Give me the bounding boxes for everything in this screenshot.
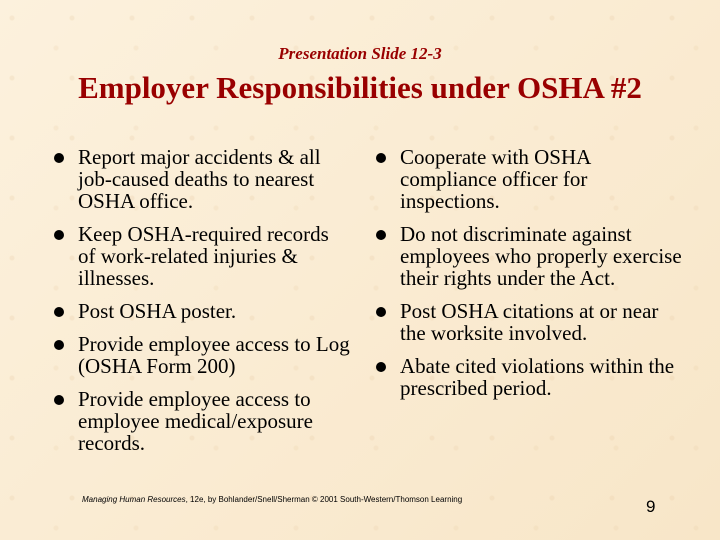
list-item — [50, 223, 350, 289]
footer-credit-text: , 12e, by Bohlander/Snell/Sherman © 2001 South-Western/Thomson Learning — [185, 495, 463, 504]
bullet-icon — [54, 340, 64, 350]
bullet-text: Abate cited violations within the prescribed period. — [400, 354, 675, 400]
bullet-text: Post OSHA citations at or near the worksite involved. — [400, 299, 659, 345]
slide-title: Employer Responsibilities under OSHA #2 — [78, 70, 642, 105]
bullet-icon — [54, 230, 64, 240]
bullet-text: Keep OSHA-required records of work-related injuries & illnesses. — [78, 222, 329, 290]
list-item — [50, 388, 350, 454]
bullet-text: Report major accidents & all job-caused deaths to nearest OSHA office. — [78, 145, 321, 213]
bullet-text: Post OSHA poster. — [78, 299, 237, 323]
bullet-text: Provide employee access to Log (OSHA Form 200) — [78, 332, 350, 378]
list-item — [50, 300, 350, 322]
bullet-icon — [54, 307, 64, 317]
left-bullet-list — [50, 146, 350, 465]
bullet-icon — [376, 153, 386, 163]
footer-credit — [82, 495, 462, 504]
list-item — [50, 333, 350, 377]
bullet-icon — [376, 230, 386, 240]
list-item — [372, 146, 682, 212]
list-item — [372, 223, 682, 289]
bullet-text: Cooperate with OSHA compliance officer for inspections. — [400, 145, 591, 213]
footer-book-title: Managing Human Resources — [82, 495, 186, 504]
bullet-text: Provide employee access to employee medical/exposure records. — [78, 387, 313, 455]
bullet-icon — [54, 395, 64, 405]
list-item — [372, 355, 682, 399]
bullet-text: Do not discriminate against employees who properly exercise their rights under the Act. — [400, 222, 682, 290]
bullet-icon — [376, 307, 386, 317]
list-item — [50, 146, 350, 212]
slide-subtitle: Presentation Slide 12-3 — [278, 44, 442, 63]
right-bullet-list — [372, 146, 682, 410]
bullet-icon — [54, 153, 64, 163]
page-number: 9 — [646, 497, 656, 516]
list-item — [372, 300, 682, 344]
bullet-icon — [376, 362, 386, 372]
